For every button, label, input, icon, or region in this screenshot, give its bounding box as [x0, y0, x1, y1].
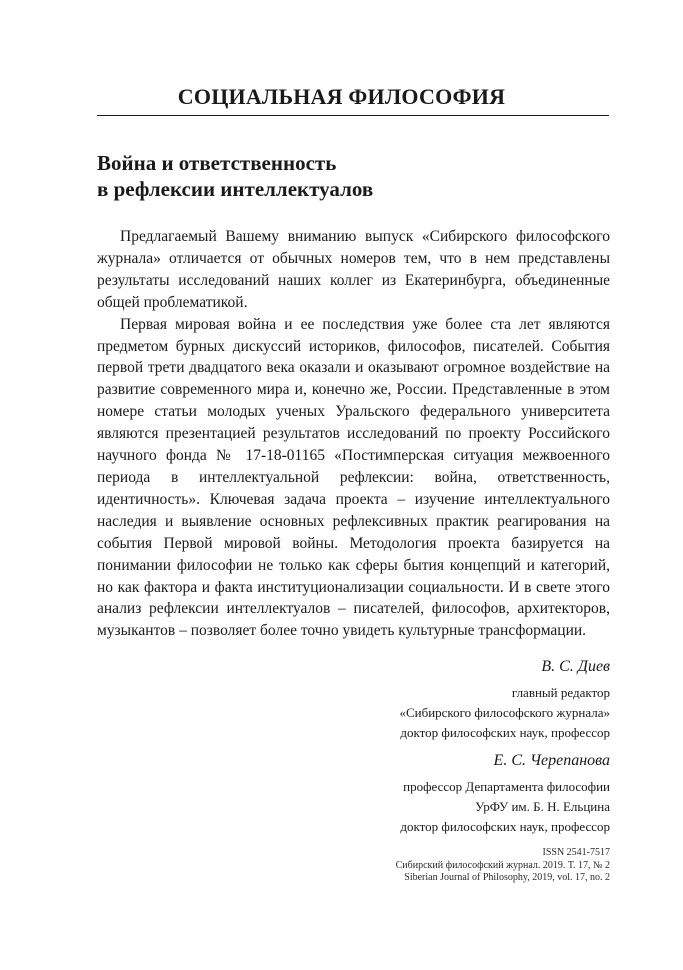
issn: ISSN 2541-7517	[542, 847, 610, 858]
signature-name: Е. С. Черепанова	[493, 752, 610, 769]
journal-citation-ru: Сибирский философский журнал. 2019. Т. 17, № 2	[395, 859, 610, 871]
article-title-line-2: в рефлексии интеллектуалов	[97, 177, 374, 201]
paragraph-1: Предлагаемый Вашему вниманию выпуск «Сибирского философского журнала» отличается от обычных номеров тем, что в нем представлены результаты исследований наших коллег из Екатеринбурга, объединенные общей проблематикой.	[97, 228, 610, 311]
signature-coauthor	[97, 750, 610, 837]
signature-editor	[97, 656, 610, 743]
section-divider	[97, 115, 609, 116]
article-body	[97, 226, 610, 642]
signature-degree: доктор философских наук, профессор	[400, 819, 610, 834]
signature-journal: «Сибирского философского журнала»	[399, 705, 610, 720]
signature-position: профессор Департамента философии	[403, 779, 610, 794]
signature-degree: доктор философских наук, профессор	[400, 725, 610, 740]
journal-citation-en: Siberian Journal of Philosophy, 2019, vol. 17, no. 2	[404, 872, 610, 883]
article-title-line-1: Война и ответственность	[97, 151, 337, 175]
paragraph-2: Первая мировая война и ее последствия уже более ста лет являются предметом бурных дискуссий историков, философов, писателей. События первой трети двадцатого века оказали и оказывают огромное воздействие на развитие современного мира и, конечно же, России. Представленные в этом номере статьи молодых ученых Уральского федерального университета являются презентацией результатов исследований по проекту Российского научного фонда № 17-18-01165 «Постимперская ситуация межвоенного периода в интеллектуальной рефлексии: война, ответственность, идентичность». Ключевая задача проекта – изучение интеллектуального наследия и выявление основных рефлексивных практик реагирования на события Первой мировой войны. Методология проекта базируется на понимании философии не только как сферы бытия концепций и категорий, но как фактора и факта институционализации социальности. И в свете этого анализ рефлексии интеллектуалов – писателей, философов, архитекторов, музыкантов – позволяет более точно увидеть культурные трансформации.	[97, 315, 610, 640]
section-title: СОЦИАЛЬНАЯ ФИЛОСОФИЯ	[177, 84, 506, 109]
article-title	[97, 150, 609, 202]
signature-affiliation: УрФУ им. Б. Н. Ельцина	[475, 799, 610, 814]
signature-name: В. С. Диев	[541, 658, 610, 675]
signature-position: главный редактор	[511, 685, 610, 700]
journal-footer	[97, 847, 610, 885]
